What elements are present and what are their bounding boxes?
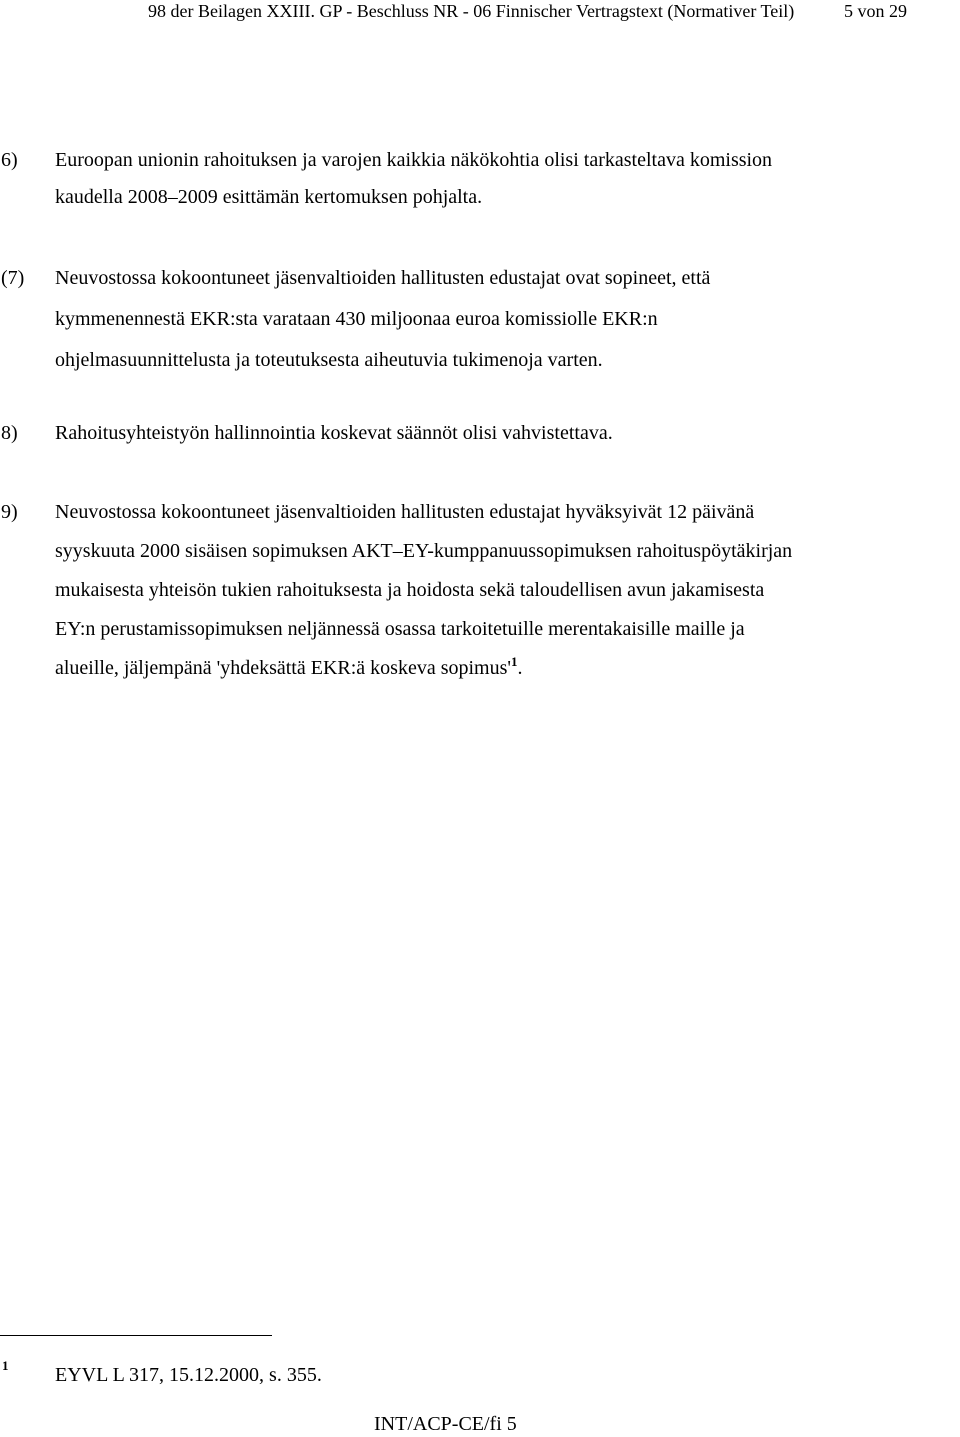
- document-footer: INT/ACP-CE/fi 5: [374, 1413, 517, 1435]
- header-title: 98 der Beilagen XXIII. GP - Beschluss NR - 06 Finnischer Vertragstext (Normativer Teil): [148, 1, 795, 21]
- paragraph-text: Rahoitusyhteistyön hallinnointia koskevat säännöt olisi vahvistettava.: [55, 422, 613, 444]
- paragraph-number: 6): [1, 149, 18, 171]
- paragraph-text: Neuvostossa kokoontuneet jäsenvaltioiden hallitusten edustajat ovat sopineet, että kymmenennestä EKR:sta varataan 430 miljoonaa euroa komissiolle EKR:n ohjelmasuunnittelusta ja toteutuksesta aiheutuvia tukimenoja varten.: [55, 267, 711, 371]
- footnote-text: EYVL L 317, 15.12.2000, s. 355.: [55, 1364, 322, 1386]
- paragraph-number: 8): [1, 422, 18, 444]
- paragraph-text: [55, 493, 955, 688]
- footnote-marker: 1: [2, 1358, 9, 1373]
- paragraph-number: (7): [1, 267, 25, 289]
- paragraph-9: [0, 493, 950, 688]
- paragraph-7: [0, 258, 950, 381]
- paragraph-6: [0, 142, 950, 216]
- paragraph-text: Euroopan unionin rahoituksen ja varojen kaikkia näkökohtia olisi tarkasteltava komission kaudella 2008–2009 esittämän kertomuksen pohjalta.: [55, 149, 773, 208]
- paragraph-end-punctuation: .: [517, 657, 523, 679]
- paragraph-number: 9): [1, 501, 18, 523]
- paragraph-body: Neuvostossa kokoontuneet jäsenvaltioiden hallitusten edustajat hyväksyivät 12 päivänä syyskuuta 2000 sisäisen sopimuksen AKT–EY-kumppanuussopimuksen rahoituspöytäkirjan mukaisesta yhteisön tukien rahoituksesta ja hoidosta sekä taloudellisen avun jakamisesta EY:n perustamissopimuksen neljännessä osassa tarkoitetuille merentakaisille maille ja alueille, jäljempänä 'yhdeksättä EKR:ä koskeva sopimus': [55, 501, 793, 679]
- footnote-separator: [0, 1335, 272, 1336]
- paragraph-8: [0, 414, 950, 452]
- page-number: 5 von 29: [844, 1, 907, 21]
- footnote-reference[interactable]: 1: [510, 654, 518, 669]
